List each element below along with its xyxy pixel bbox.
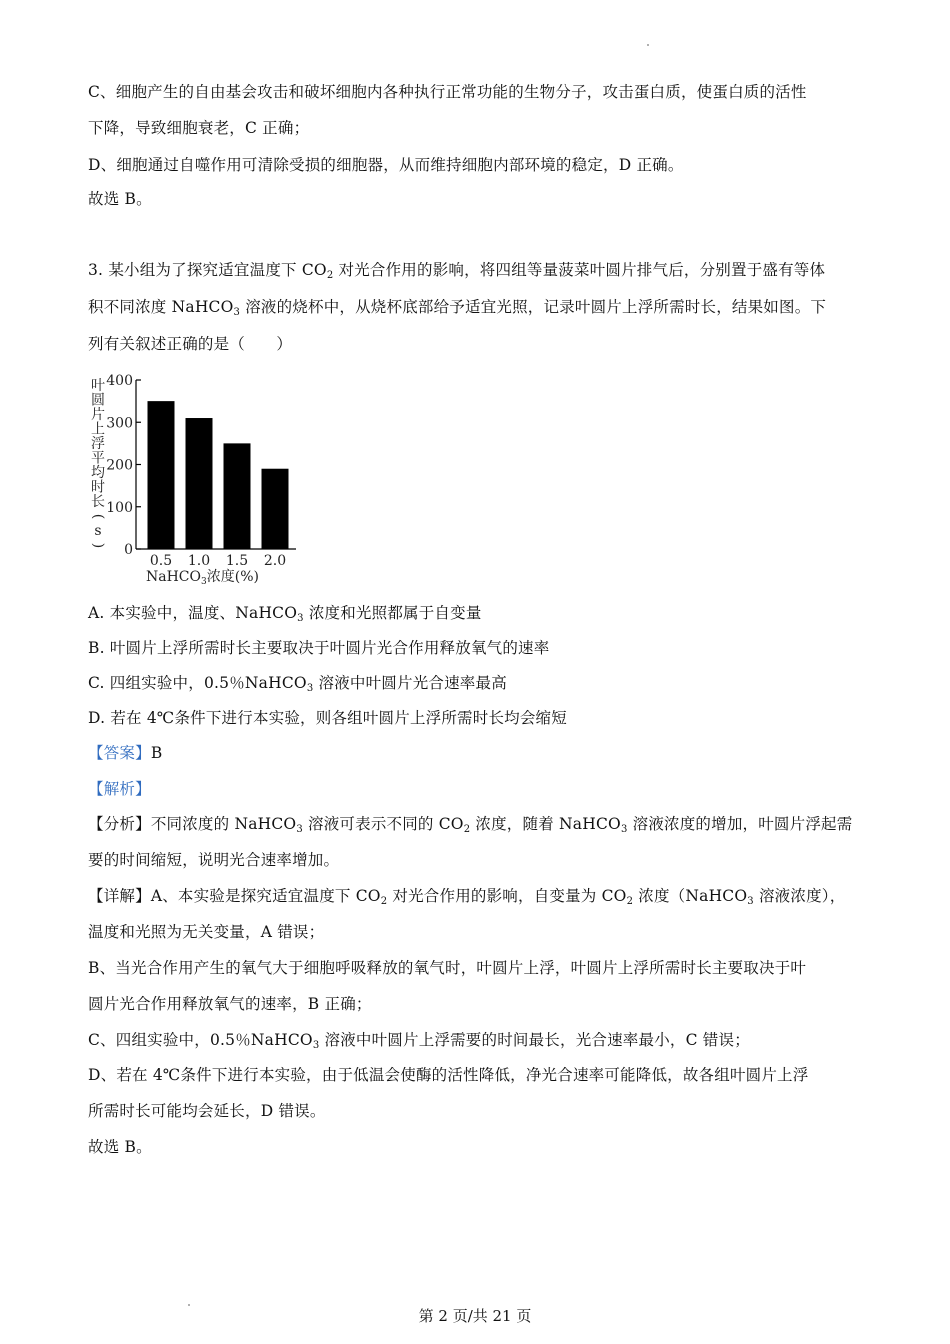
bar-chart (84, 366, 324, 592)
y-axis-label-char: 长 (91, 494, 105, 510)
x-tick-label: 1.0 (187, 553, 211, 569)
x-axis-label: NaHCO$_3$浓度(%) (146, 569, 259, 587)
y-axis-label-char: 圆 (91, 392, 105, 409)
bar (262, 469, 289, 549)
question-line: 3. 某小组为了探究适宜温度下 $CO_2$ 对光合作用的影响，将四组等量菠菜叶圆片排气后，分别置于盛有等体 (88, 261, 826, 281)
bar (148, 401, 175, 549)
option-a: A. 本实验中，温度、NaHCO$_3$ 浓度和光照都属于自变量 (88, 604, 482, 624)
y-tick-label: 100 (106, 499, 133, 516)
y-axis-label-char: 叶 (91, 378, 105, 394)
y-axis-label (90, 378, 106, 548)
y-axis-label-char: ) (90, 542, 106, 549)
text-line: C、细胞产生的自由基会攻击和破坏细胞内各种执行正常功能的生物分子，攻击蛋白质，使蛋白质的活性 (88, 83, 807, 101)
analysis-tag: 【解析】 (88, 780, 151, 798)
y-tick-label: 300 (106, 415, 133, 432)
answer-tag: 【答案】 (88, 744, 151, 762)
question-line: 积不同浓度 NaHCO$_3$ 溶液的烧杯中，从烧杯底部给予适宜光照，记录叶圆片上浮所需时长，结果如图。下 (88, 298, 827, 318)
answer-line (88, 743, 162, 763)
detail-line: D、若在 4℃条件下进行本实验，由于低温会使酶的活性降低，净光合速率可能降低，故各组叶圆片上浮 (88, 1066, 809, 1084)
analysis-line: 【分析】不同浓度的 NaHCO$_3$ 溶液可表示不同的 $CO_2$ 浓度，随着 NaHCO$_3$ 溶液浓度的增加，叶圆片浮起需 (88, 815, 853, 835)
text-line: 故选 B。 (88, 190, 152, 208)
y-axis-label-char: 平 (91, 450, 105, 467)
text-line: D、细胞通过自噬作用可清除受损的细胞器，从而维持细胞内部环境的稳定，D 正确。 (88, 156, 684, 174)
y-tick-label: 200 (106, 457, 133, 474)
x-tick-label: 1.5 (225, 553, 249, 569)
y-axis-label-char: 时 (91, 479, 105, 496)
detail-line: 圆片光合作用释放氧气的速率，B 正确； (88, 995, 372, 1013)
y-tick-label: 400 (106, 373, 133, 389)
analysis-line: 要的时间缩短，说明光合速率增加。 (88, 851, 340, 869)
bar (224, 443, 251, 549)
y-tick-label: 0 (124, 542, 133, 558)
detail-line: 故选 B。 (88, 1138, 152, 1156)
detail-line: C、四组实验中，0.5％NaHCO$_3$ 溶液中叶圆片上浮需要的时间最长，光合速率最小，C 错误； (88, 1031, 750, 1051)
x-tick-label: 0.5 (149, 553, 173, 569)
detail-line: 所需时长可能均会延长，D 错误。 (88, 1102, 326, 1120)
page-footer: 第 2 页/共 21 页 (418, 1307, 532, 1325)
detail-line: B、当光合作用产生的氧气大于细胞呼吸释放的氧气时，叶圆片上浮，叶圆片上浮所需时长主要取决于叶 (88, 959, 807, 977)
y-axis-label-char: s (94, 523, 102, 539)
option-c: C. 四组实验中，0.5％NaHCO$_3$ 溶液中叶圆片光合速率最高 (88, 674, 507, 694)
y-axis-label-char: 上 (91, 421, 105, 438)
y-axis-label-char: 片 (91, 407, 105, 423)
y-axis-label-char: 浮 (91, 436, 105, 452)
answer-value: B (150, 744, 163, 762)
question-line: 列有关叙述正确的是（ ） (88, 335, 293, 353)
scan-dot (647, 44, 649, 46)
y-axis-label-char: 均 (91, 465, 105, 481)
detail-line: 【详解】A、本实验是探究适宜温度下 $CO_2$ 对光合作用的影响，自变量为 $CO_2$ 浓度（NaHCO$_3$ 溶液浓度）， (88, 887, 846, 907)
option-d: D. 若在 4℃条件下进行本实验，则各组叶圆片上浮所需时长均会缩短 (88, 709, 567, 727)
x-tick-label: 2.0 (263, 553, 287, 569)
text-line: 下降，导致细胞衰老，C 正确； (88, 119, 310, 137)
detail-line: 温度和光照为无关变量，A 错误； (88, 923, 325, 941)
y-axis-label-char: ( (90, 513, 106, 520)
option-b: B. 叶圆片上浮所需时长主要取决于叶圆片光合作用释放氧气的速率 (88, 639, 550, 657)
bar (186, 418, 213, 549)
